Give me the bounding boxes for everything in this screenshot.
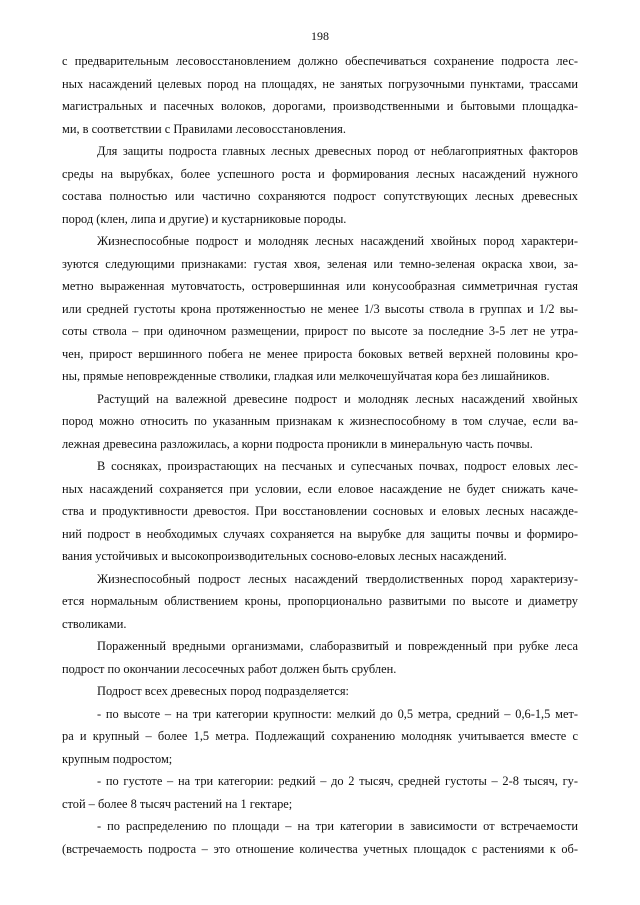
text-line: пород можно относить по указанным признакам к жизнеспособному в том случае, если ва- (62, 414, 578, 428)
text-line: ра и крупный – более 1,5 метра. Подлежащий сохранению молодняк учитывается вместе с (62, 729, 578, 743)
text-line: среды на вырубках, более успешного роста и формирования лесных насаждений нужного (62, 166, 578, 181)
text-line: крупным подростом; (62, 751, 173, 766)
text-line: ны, прямые неповрежденные стволики, гладкая или мелкочешуйчатая кора без лишайников. (62, 369, 550, 383)
text-line: ства и продуктивности древостоя. При восстановлении сосновых и еловых лесных насажде- (62, 504, 578, 518)
text-line: подрост по окончании лесосечных работ должен быть срублен. (62, 661, 397, 676)
text-line: ется нормальным облиствением кроны, пропорционально развитыми по высоте и диаметру (62, 594, 578, 608)
text-line: Жизнеспособный подрост лесных насаждений твердолиственных пород характеризу- (97, 571, 578, 586)
text-line: - по высоте – на три категории крупности: мелкий до 0,5 метра, средний – 0,6-1,5 мет- (97, 706, 578, 721)
text-line: Растущий на валежной древесине подрост и молодняк лесных насаждений хвойных (97, 391, 578, 406)
text-line: вания устойчивых и высокопроизводительных сосново-еловых лесных насаждений. (62, 549, 507, 563)
text-line: В сосняках, произрастающих на песчаных и супесчаных почвах, подрост еловых лес- (97, 459, 578, 473)
text-line: Жизнеспособные подрост и молодняк лесных насаждений хвойных пород характери- (97, 234, 578, 248)
text-line: стой – более 8 тысяч растений на 1 гектаре; (62, 796, 293, 811)
text-line: магистральных и пасечных волоков, дорогами, производственными и бытовыми площадка- (62, 99, 578, 113)
text-line: зуются следующими признаками: густая хвоя, зеленая или темно-зеленая окраска хвои, за- (62, 256, 578, 271)
text-line: состава полностью или частично сохраняются подрост сопутствующих лесных древесных (62, 189, 578, 203)
text-line: с предварительным лесовосстановлением должно обеспечиваться сохранение подроста лес- (62, 54, 578, 68)
text-line: - по распределению по площади – на три категории в зависимости от встречаемости (97, 819, 578, 833)
text-line: ных насаждений целевых пород на площадях, не занятых погрузочными пунктами, трассами (62, 76, 578, 91)
text-line: (встречаемость подроста – это отношение количества учетных площадок с растениями к об- (62, 841, 578, 856)
page-number: 198 (311, 29, 329, 43)
text-line: метно выраженная мутовчатость, островершинная или конусообразная симметричная густая (62, 279, 578, 293)
text-line: или средней густоты крона протяженностью не менее 1/3 высоты ствола в группах и 1/2 вы- (62, 301, 578, 316)
text-line: ных насаждений сохраняется при условии, если еловое насаждение не будет снижать каче- (62, 481, 578, 496)
text-line: Подрост всех древесных пород подразделяется: (97, 684, 349, 698)
text-line: ний подрост в необходимых случаях сохраняется на вырубке для защиты почвы и формиро- (62, 526, 578, 541)
body-text (62, 50, 578, 860)
text-line: пород (клен, липа и другие) и кустарниковые породы. (62, 211, 347, 226)
text-line: Для защиты подроста главных лесных древесных пород от неблагоприятных факторов (97, 144, 578, 158)
text-line: соты ствола – при одиночном размещении, прирост по высоте за последние 3-5 лет не утра- (62, 324, 578, 338)
text-line: - по густоте – на три категории: редкий – до 2 тысяч, средней густоты – 2-8 тысяч, гу- (97, 774, 578, 788)
text-line: чен, прирост вершинного побега не менее прироста боковых ветвей верхней половины кро- (62, 346, 578, 361)
text-line: лежная древесина разложилась, а корни подроста проникли в минеральную часть почвы. (62, 436, 533, 451)
text-line: Пораженный вредными организмами, слаборазвитый и поврежденный при рубке леса (97, 639, 578, 653)
text-line: стволиками. (62, 616, 127, 631)
text-line: ми, в соответствии с Правилами лесовосстановления. (62, 121, 346, 136)
